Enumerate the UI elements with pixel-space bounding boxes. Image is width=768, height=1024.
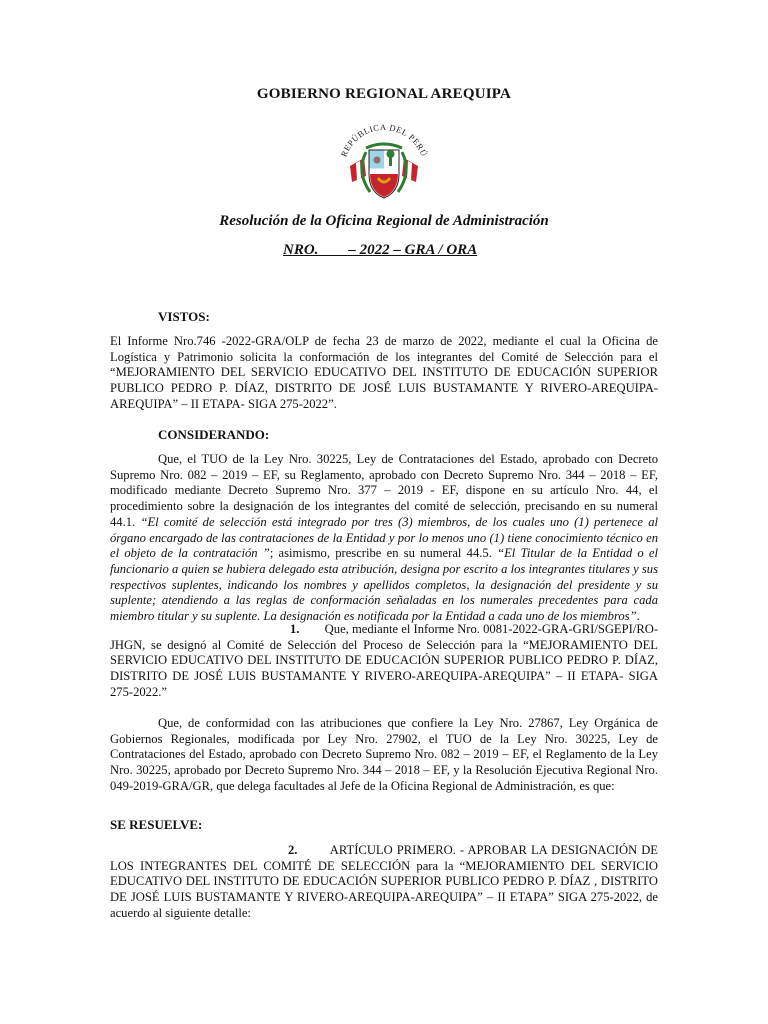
se-resuelve-label: SE RESUELVE: xyxy=(110,817,203,832)
item-1-number: 1. xyxy=(290,622,300,636)
resolution-number: NRO. – 2022 – GRA / ORA xyxy=(283,242,478,258)
paragraph-1-intro: Que, el TUO de la Ley Nro. 30225, Ley de Contrataciones del Estado, aprobado con Decreto Supremo Nro. 082 – 2019 – EF, su Reglamento, aprobado con Decreto Supremo Nro. 344 – 2018 – EF, modificado mediante Decreto Supremo Nro. 377 – 2019 - EF, dispone en su artículo Nro. 44, el procedimiento sobre la designación de los integrantes del comité de selección, precisando en su numeral 44.1. xyxy=(110,452,658,529)
article-primero xyxy=(110,843,658,922)
vistos-label: VISTOS: xyxy=(158,309,210,324)
resolution-title: Resolución de la Oficina Regional de Administración xyxy=(219,213,549,229)
item-2-text: ARTÍCULO PRIMERO. - APROBAR LA DESIGNACIÓN DE LOS INTEGRANTES DEL COMITÉ DE SELECCIÓN para la “MEJORAMIENTO DEL SERVICIO EDUCATIVO DEL INSTITUTO DE EDUCACIÓN SUPERIOR PUBLICO PEDRO P. DÍAZ , DISTRITO DE JOSÉ LUIS BUSTAMANTE Y RIVERO-AREQUIPA-AREQUIPA” – II ETAPA” SIGA 275-2022, de acuerdo al siguiente detalle: xyxy=(110,843,659,920)
considerando-paragraph-1 xyxy=(110,452,658,625)
svg-text:REPÚBLICA DEL PERÚ: REPÚBLICA DEL PERÚ xyxy=(338,121,430,159)
article-44-1-quote: “El comité de selección está integrado por tres (3) miembros, de los cuales uno (1) pertenece al órgano encargado de las contrataciones de la Entidad y por lo menos uno (1) tiene conocimiento técnico en el objeto de la contratación ” xyxy=(110,514,658,561)
peru-coat-of-arms-seal xyxy=(326,112,442,204)
paragraph-1-end: . xyxy=(636,609,640,624)
considerando-paragraph-3: Que, de conformidad con las atribuciones que confiere la Ley Nro. 27867, Ley Orgánica de Gobiernos Regionales, modificada por Ley Nro. 27902, el TUO de la Ley Nro. 30225, Ley de Contrataciones del Estado, aprobado con Decreto Supremo Nro. 082 – 2019 – EF, el Reglamento de la Ley Nro. 30225, aprobado por Decreto Supremo Nro. 344 – 2018 – EF, y la Resolución Ejecutiva Regional Nro. 049-2019-GRA/GR, que delega facultades al Jefe de la Oficina Regional de Administración, es que: xyxy=(110,716,658,793)
item-1-text: Que, mediante el Informe Nro. 0081-2022-GRA-GRI/SGEPI/RO-JHGN, se designó al Comité de Selección del Proceso de Selección para la “MEJORAMIENTO DEL SERVICIO EDUCATIVO DEL INSTITUTO DE EDUCACIÓN SUPERIOR PUBLICO PEDRO P. DÍAZ, DISTRITO DE JOSÉ LUIS BUSTAMANTE Y RIVERO-AREQUIPA-AREQUIPA” – II ETAPA- SIGA 275-2022.” xyxy=(110,622,659,699)
paragraph-1-mid: ; asimismo, prescribe en su numeral 44.5. xyxy=(269,546,498,561)
considerando-label: CONSIDERANDO: xyxy=(158,427,270,442)
article-44-5-quote: “El Titular de la Entidad o el funcionario a quien se hubiera delegado esta atribución, designa por escrito a los integrantes titulares y sus respectivos suplentes, indicando los nombres y apellidos completos, la designación del presidente y su suplente; atendiendo a las reglas de conformación señaladas en los numerales precedentes para cada miembro titular y su suplente. La designación es notificada por la Entidad a cada uno de los miembros” xyxy=(110,546,658,624)
institution-heading: GOBIERNO REGIONAL AREQUIPA xyxy=(256,86,512,102)
considerando-item-1 xyxy=(110,622,658,701)
item-2-number: 2. xyxy=(288,843,298,857)
vistos-paragraph: El Informe Nro.746 -2022-GRA/OLP de fecha 23 de marzo de 2022, mediante el cual la Oficina de Logística y Patrimonio solicita la conformación de los integrantes del Comité de Selección para el “MEJORAMIENTO DEL SERVICIO EDUCATIVO DEL INSTITUTO DE EDUCACIÓN SUPERIOR PUBLICO PEDRO P. DÍAZ, DISTRITO DE JOSÉ LUIS BUSTAMANTE Y RIVERO-AREQUIPA-AREQUIPA” – II ETAPA- SIGA 275-2022”. xyxy=(110,334,658,411)
